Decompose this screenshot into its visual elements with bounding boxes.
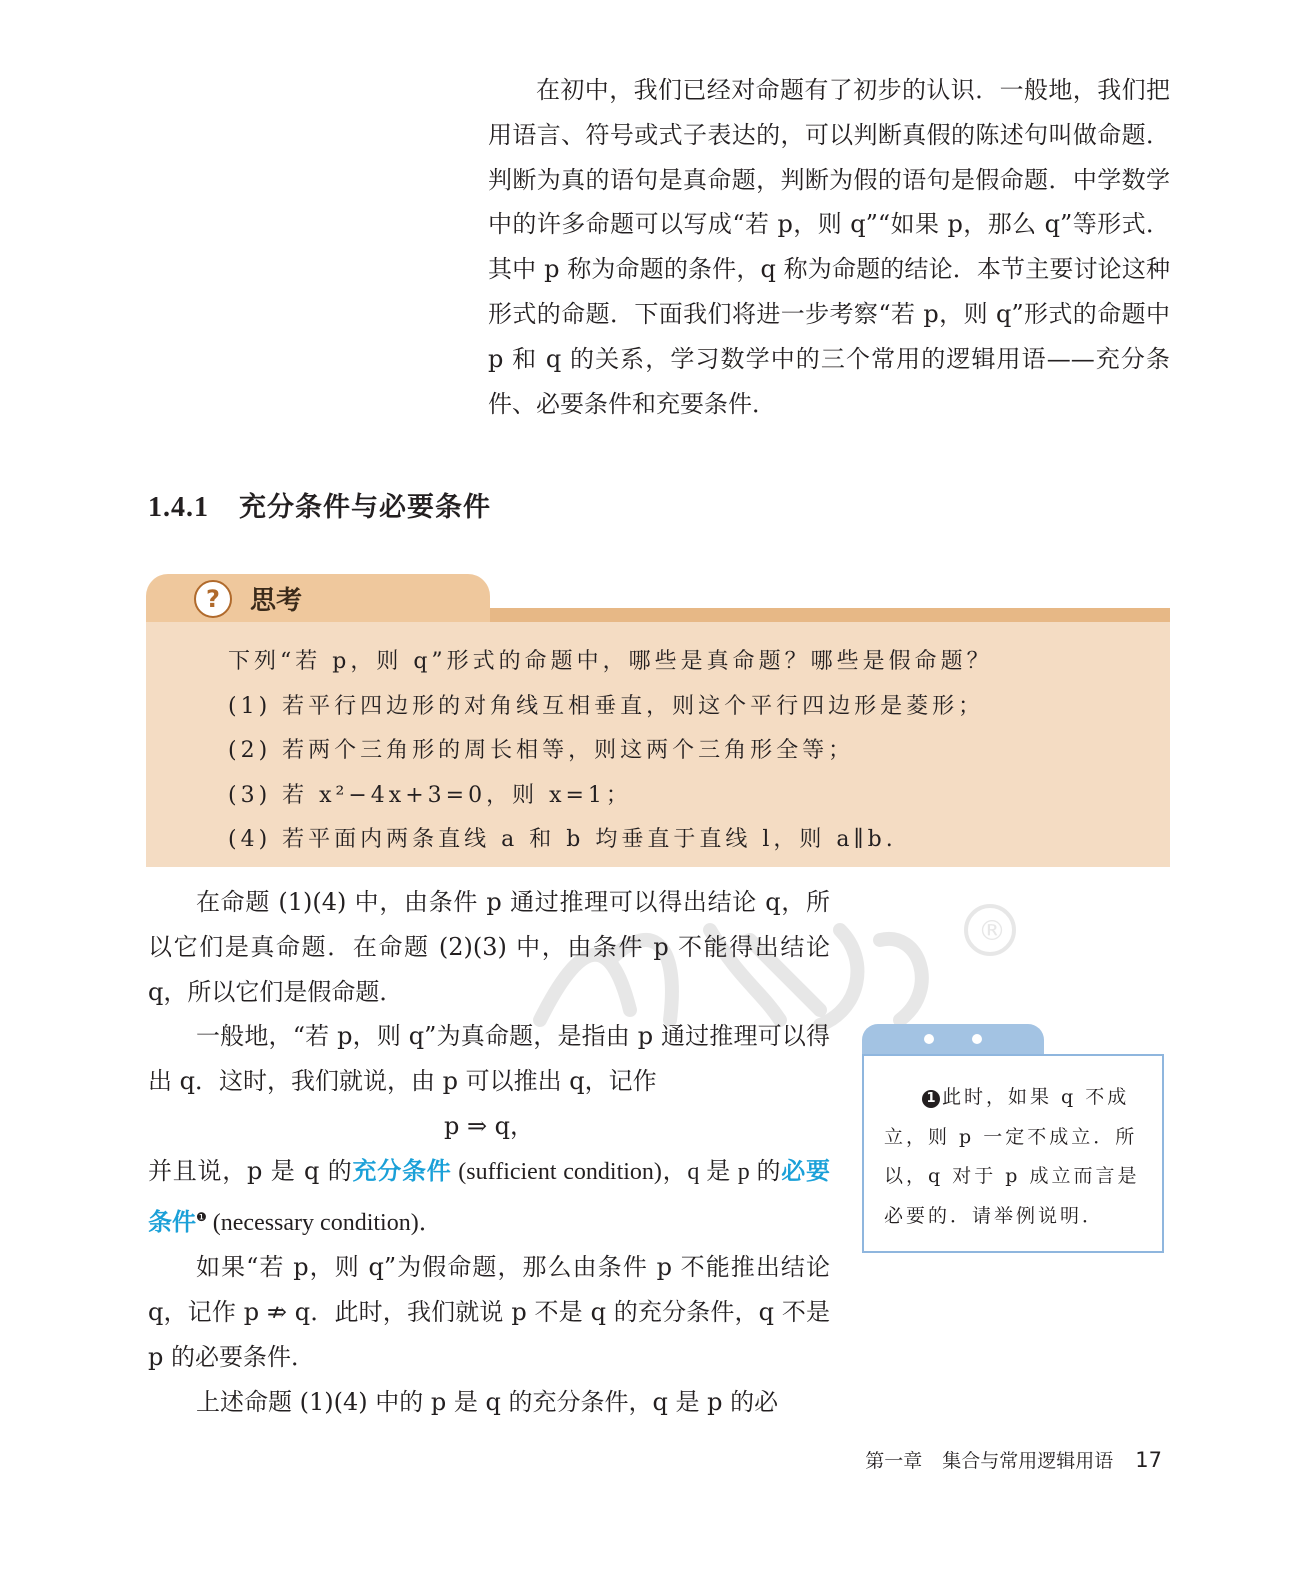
footnote-marker[interactable]: ❶ [196, 1209, 207, 1224]
side-note-text [884, 1078, 1146, 1236]
implication-formula: p ⇒ q， [443, 1111, 535, 1140]
p3-part-a: 并且说，p 是 q 的 [148, 1156, 353, 1185]
intro-paragraph: 在初中，我们已经对命题有了初步的认识．一般地，我们把用语言、符号或式子表达的，可以判断真假的陈述句叫做命题．判断为真的语句是真命题，判断为假的语句是假命题．中学数学中的许多命题可以写成“若 p，则 q”“如果 p，那么 q”等形式．其中 p 称为命题的条件，q 称为命题的结论．本节主要讨论这种形式的命题．下面我们将进一步考察“若 p，则 q”形式的命题中 p 和 q 的关系，学习数学中的三个常用的逻辑用语——充分条件、必要条件和充要条件． [488, 76, 1170, 418]
body-paragraph-4: 如果“若 p，则 q”为假命题，那么由条件 p 不能推出结论 q，记作 p ⇏ q．此时，我们就说 p 不是 q 的充分条件，q 不是 p 的必要条件． [148, 1253, 830, 1371]
think-label: 思考 [250, 586, 303, 616]
think-line-2: (2) 若两个三角形的周长相等，则这两个三角形全等； [228, 738, 855, 763]
chapter-title: 集合与常用逻辑用语 [942, 1450, 1114, 1472]
think-line-intro: 下列“若 p，则 q”形式的命题中，哪些是真命题？哪些是假命题？ [228, 649, 993, 674]
p3-part-c: (necessary condition)． [206, 1209, 443, 1236]
body-text [148, 880, 830, 1425]
registered-mark: ® [978, 914, 1006, 947]
body-paragraph-1: 在命题 (1)(4) 中，由条件 p 通过推理可以得出结论 q，所以它们是真命题．在命题 (2)(3) 中，由条件 p 不能得出结论 q，所以它们是假命题． [148, 888, 830, 1006]
think-questions [228, 640, 1128, 863]
chapter-number: 第一章 [865, 1450, 923, 1472]
note-dot-icon [924, 1034, 934, 1044]
body-paragraph-3 [148, 1149, 830, 1246]
note-tab [862, 1024, 1044, 1058]
body-paragraph-2: 一般地，“若 p，则 q”为真命题，是指由 p 通过推理可以得出 q．这时，我们就说，由 p 可以推出 q，记作 [148, 1022, 830, 1096]
body-paragraph-5: 上述命题 (1)(4) 中的 p 是 q 的充分条件，q 是 p 的必 [196, 1387, 779, 1416]
intro-text [488, 68, 1170, 426]
question-icon: ? [194, 580, 232, 618]
footnote-number-icon: 1 [922, 1090, 940, 1108]
think-line-3: (3) 若 x²−4x+3=0，则 x=1； [228, 782, 632, 808]
section-heading [148, 485, 491, 524]
page-number: 17 [1135, 1448, 1162, 1472]
term-necessary-condition: 必要条件 [148, 1156, 831, 1236]
p3-part-b: (sufficient condition)，q 是 p 的 [451, 1158, 782, 1185]
page-footer [865, 1446, 1162, 1473]
think-line-1: (1) 若平行四边形的对角线互相垂直，则这个平行四边形是菱形； [228, 693, 985, 719]
think-line-4: (4) 若平面内两条直线 a 和 b 均垂直于直线 l，则 a∥b. [228, 827, 897, 852]
section-number: 1.4.1 [148, 492, 209, 523]
side-note-content: 此时，如果 q 不成立，则 p 一定不成立．所以，q 对于 p 成立而言是必要的．请举例说明． [884, 1086, 1140, 1227]
section-title: 充分条件与必要条件 [239, 492, 491, 523]
term-sufficient-condition: 充分条件 [352, 1156, 452, 1185]
note-dot-icon [972, 1034, 982, 1044]
